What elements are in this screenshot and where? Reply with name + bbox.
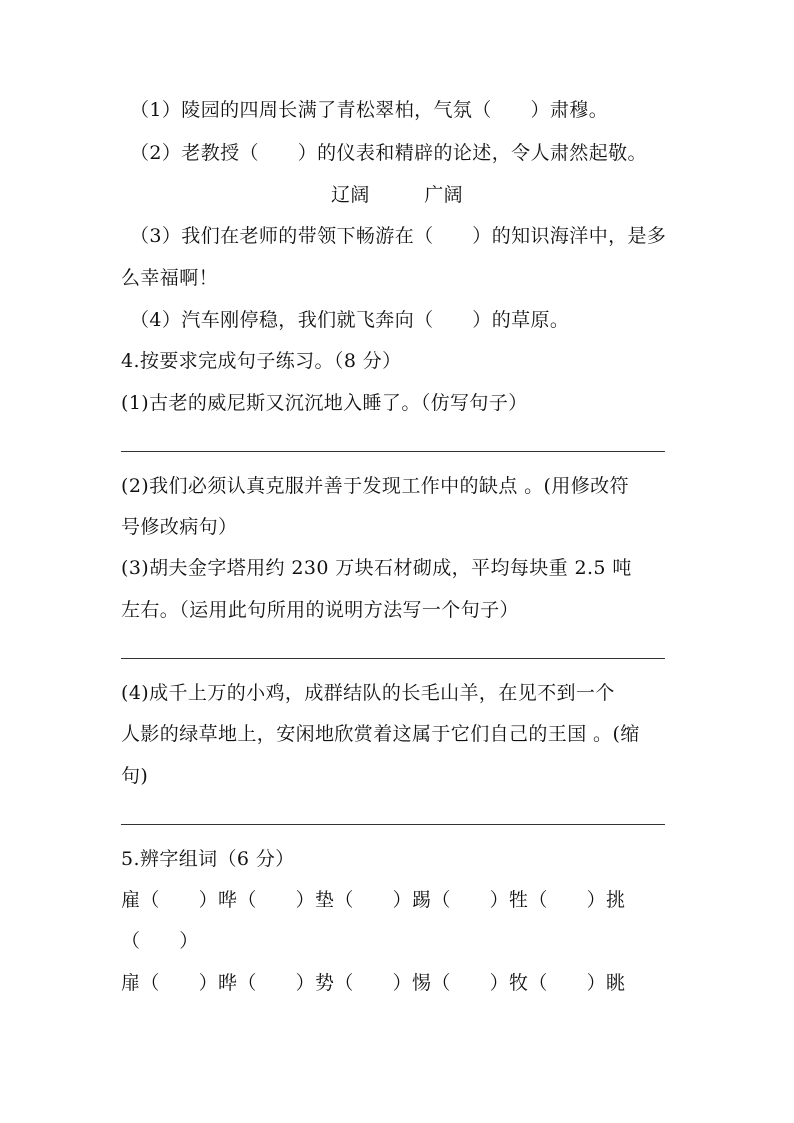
question-4-part-3-line-2: 左右。（运用此句所用的说明方法写一个句子） [121, 599, 519, 621]
question-4-part-2-line-1: (2)我们必须认真克服并善于发现工作中的缺点 。(用修改符 [121, 475, 629, 497]
sentence-3-line-2: 么幸福啊！ [121, 267, 219, 289]
answer-line-3[interactable] [121, 824, 665, 825]
sentence-2: （2）老教授（ ）的仪表和精辟的论述，令人肃然起敬。 [130, 142, 647, 164]
question-4-part-4-line-3: 句) [121, 765, 149, 787]
question-4-part-2-line-2: 号修改病句） [121, 516, 238, 538]
word-choices [0, 183, 794, 207]
question-4-part-1: (1)古老的威尼斯又沉沉地入睡了。（仿写句子） [121, 392, 528, 414]
question-4-part-4-line-1: (4)成千上万的小鸡，成群结队的长毛山羊，在见不到一个 [121, 682, 615, 704]
question-5-heading: 5.辨字组词（6 分） [121, 848, 295, 870]
character-row-1: 雇（ ）哗（ ）垫（ ）踢（ ）牲（ ）挑 [121, 889, 626, 911]
question-4-part-3-line-1: (3)胡夫金字塔用约 230 万块石材砌成，平均每块重 2.5 吨 [121, 557, 632, 579]
answer-line-2[interactable] [121, 658, 665, 659]
answer-line-1[interactable] [121, 451, 665, 452]
word-choice-a: 辽阔 [330, 184, 370, 206]
character-row-2: 扉（ ）晔（ ）势（ ）惕（ ）牧（ ）眺 [121, 972, 626, 994]
word-choice-b: 广阔 [424, 184, 464, 206]
question-4-part-4-line-2: 人影的绿草地上，安闲地欣赏着这属于它们自己的王国 。(缩 [121, 723, 640, 745]
sentence-3-line-1: （3）我们在老师的带领下畅游在（ ）的知识海洋中，是多 [130, 225, 667, 247]
character-row-1-continued: （ ） [121, 930, 199, 952]
sentence-1: （1）陵园的四周长满了青松翠柏，气氛（ ）肃穆。 [130, 99, 609, 121]
sentence-4: （4）汽车刚停稳，我们就飞奔向（ ）的草原。 [130, 309, 570, 331]
question-4-heading: 4.按要求完成句子练习。（8 分） [121, 350, 402, 372]
